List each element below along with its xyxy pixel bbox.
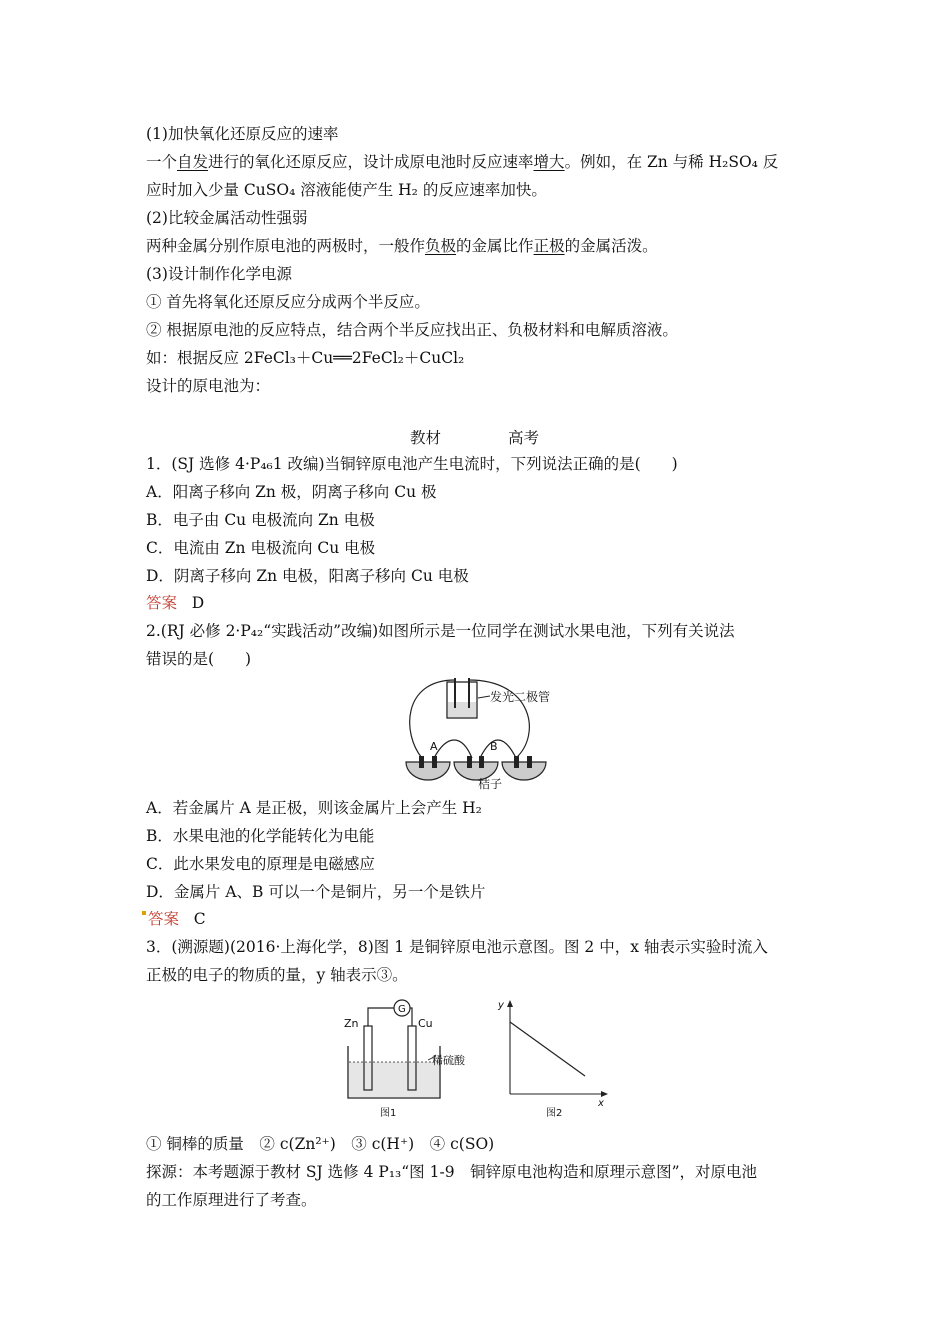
underlined-answer: 自发 bbox=[177, 153, 209, 171]
cu-zn-cell-figures bbox=[340, 996, 620, 1126]
q3-source: 探源：本考题源于教材 SJ 选修 4 P₁₃“图 1-9 铜锌原电池构造和原理示意图”，对原电池 bbox=[146, 1163, 757, 1181]
paragraph-rate bbox=[146, 152, 778, 172]
text: 进行的氧化还原反应，设计成原电池时反应速率 bbox=[208, 153, 534, 171]
heading-activity: (2)比较金属活动性强弱 bbox=[146, 209, 308, 227]
text: 的金属比作 bbox=[456, 237, 534, 255]
paragraph-design-result: 设计的原电池为： bbox=[146, 377, 271, 395]
paragraph-step1: ① 首先将氧化还原反应分成两个半反应。 bbox=[146, 293, 430, 311]
orange-label: 桔子 bbox=[478, 777, 503, 790]
figure2-caption: 图2 bbox=[546, 1108, 563, 1119]
answer-value: D bbox=[191, 594, 205, 612]
section-title-textbook: 教材 bbox=[410, 429, 442, 447]
zinc-label: Zn bbox=[344, 1017, 359, 1030]
figure1-caption: 图1 bbox=[380, 1108, 397, 1119]
wire bbox=[434, 740, 472, 758]
paragraph-rate-cont: 应时加入少量 CuSO₄ 溶液能使产生 H₂ 的反应速率加快。 bbox=[146, 181, 547, 199]
fruit-battery-svg bbox=[392, 674, 572, 790]
q2-answer bbox=[142, 909, 206, 929]
q2-option-c: C．此水果发电的原理是电磁感应 bbox=[146, 855, 375, 873]
q3-stem: 3．(溯源题)(2016·上海化学，8)图 1 是铜锌原电池示意图。图 2 中，x 轴表示实验时流入 bbox=[146, 938, 768, 956]
q3-source-cont: 的工作原理进行了考查。 bbox=[146, 1191, 317, 1209]
electrode-a-label: A bbox=[430, 740, 438, 753]
y-axis-label: y bbox=[498, 1000, 504, 1011]
galvanometer-label: G bbox=[398, 1004, 406, 1015]
heading-design: (3)设计制作化学电源 bbox=[146, 265, 292, 283]
text: 一个 bbox=[146, 153, 178, 171]
underlined-answer: 正极 bbox=[533, 237, 565, 255]
section-title-exam: 高考 bbox=[508, 429, 540, 447]
paragraph-activity bbox=[146, 236, 658, 256]
metal-plate bbox=[514, 756, 519, 768]
led-liquid bbox=[448, 702, 476, 717]
x-axis-arrow bbox=[601, 1091, 608, 1097]
cu-zn-cell-svg bbox=[340, 996, 620, 1126]
y-axis-arrow bbox=[507, 1000, 513, 1007]
marker-dot bbox=[142, 911, 146, 915]
underlined-answer: 负极 bbox=[425, 237, 457, 255]
text: 两种金属分别作原电池的两极时，一般作 bbox=[146, 237, 426, 255]
underlined-answer: 增大 bbox=[533, 153, 565, 171]
x-axis-label: x bbox=[598, 1098, 604, 1109]
sulfuric-acid-solution bbox=[349, 1062, 439, 1097]
q2-option-b: B．水果电池的化学能转化为电能 bbox=[146, 827, 375, 845]
q1-stem: 1．(SJ 选修 4·P₄₆1 改编)当铜锌原电池产生电流时，下列说法正确的是( ) bbox=[146, 455, 678, 473]
paragraph-step2: ② 根据原电池的反应特点，结合两个半反应找出正、负极材料和电解质溶液。 bbox=[146, 321, 678, 339]
q1-option-c: C．电流由 Zn 电极流向 Cu 电极 bbox=[146, 539, 376, 557]
q1-option-a: A．阳离子移向 Zn 极，阴离子移向 Cu 极 bbox=[146, 483, 437, 501]
electrode-b-label: B bbox=[490, 740, 498, 753]
q2-option-d: D．金属片 A、B 可以一个是铜片，另一个是铁片 bbox=[146, 883, 486, 901]
wire bbox=[368, 1008, 394, 1026]
orange-half bbox=[406, 762, 450, 780]
decreasing-line bbox=[510, 1022, 585, 1076]
q1-option-d: D．阴离子移向 Zn 电极，阳离子移向 Cu 电极 bbox=[146, 567, 469, 585]
q2-option-a: A．若金属片 A 是正极，则该金属片上会产生 H₂ bbox=[146, 799, 482, 817]
q1-option-b: B．电子由 Cu 电极流向 Zn 电极 bbox=[146, 511, 375, 529]
answer-label: 答案 bbox=[148, 910, 180, 928]
q3-stem-cont: 正极的电子的物质的量，y 轴表示③。 bbox=[146, 966, 408, 984]
metal-plate bbox=[467, 756, 472, 768]
led-label: 发光二极管 bbox=[490, 690, 551, 704]
metal-plate bbox=[419, 756, 424, 768]
copper-label: Cu bbox=[418, 1017, 433, 1030]
orange-half bbox=[502, 762, 546, 780]
answer-label: 答案 bbox=[146, 594, 178, 612]
text: 的金属活泼。 bbox=[564, 237, 658, 255]
metal-plate bbox=[432, 756, 437, 768]
fruit-battery-figure bbox=[392, 674, 572, 790]
metal-plate bbox=[527, 756, 532, 768]
q2-stem: 2.(RJ 必修 2·P₄₂“实践活动”改编)如图所示是一位同学在测试水果电池，下列有关说法 bbox=[146, 622, 735, 640]
paragraph-example: 如：根据反应 2FeCl₃＋Cu══2FeCl₂＋CuCl₂ bbox=[146, 349, 465, 367]
q3-options: ① 铜棒的质量 ② c(Zn²⁺) ③ c(H⁺) ④ c(SO) bbox=[146, 1135, 495, 1153]
heading-rate: (1)加快氧化还原反应的速率 bbox=[146, 125, 339, 143]
answer-value: C bbox=[193, 910, 206, 928]
wire bbox=[480, 740, 516, 758]
acid-label: 稀硫酸 bbox=[432, 1054, 465, 1067]
metal-plate bbox=[479, 756, 484, 768]
q1-answer bbox=[146, 593, 204, 613]
text: 。例如，在 Zn 与稀 H₂SO₄ 反 bbox=[564, 153, 779, 171]
wire bbox=[410, 1008, 412, 1026]
q2-stem-cont: 错误的是( ) bbox=[146, 650, 252, 668]
led-pointer bbox=[478, 696, 490, 698]
